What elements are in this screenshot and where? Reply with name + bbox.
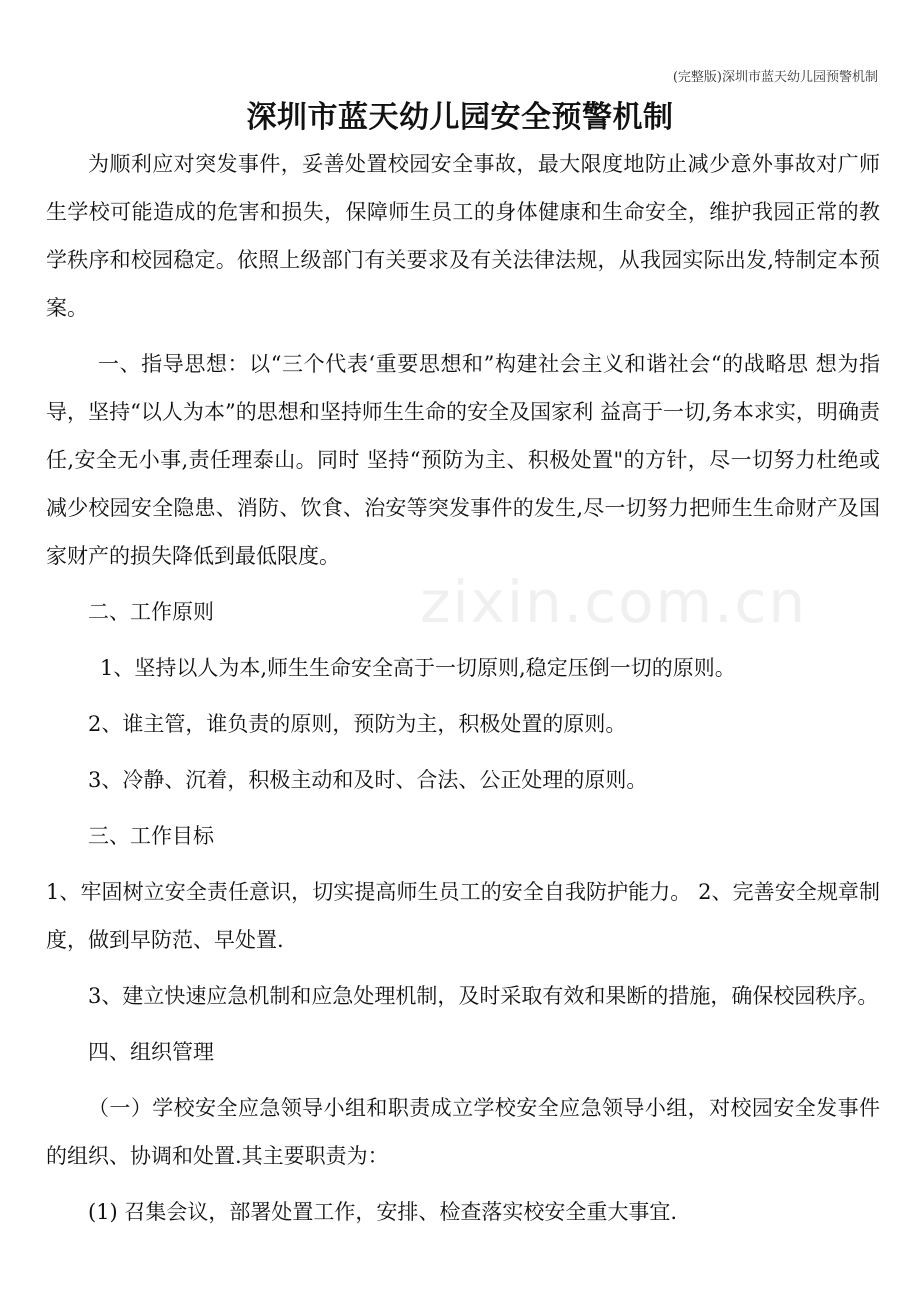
organization-paragraph-1: （一）学校安全应急领导小组和职责成立学校安全应急领导小组，对校园安全发事件的组织、协调和处置.其主要职责为： (46, 1096, 880, 1168)
watermark: zixin.com.cn (420, 568, 808, 636)
goal-items-1-2: 1、牢固树立安全责任意识，切实提高师生员工的安全自我防护能力。 2、完善安全规章制度，做到早防范、早处置. (46, 880, 880, 952)
document-title: 深圳市蓝天幼儿园安全预警机制 (246, 100, 674, 135)
document-body (46, 140, 880, 1236)
section-heading-principles: 二、工作原则 (88, 600, 214, 624)
section-heading-goals: 三、工作目标 (88, 824, 214, 848)
intro-paragraph: 为顺利应对突发事件，妥善处置校园安全事故，最大限度地防止减少意外事故对广师生学校可能造成的危害和损失，保障师生员工的身体健康和生命安全，维护我园正常的教学秩序和校园稳定。依照上级部门有关要求及有关法律法规，从我园实际出发,特制定本预案。 (46, 152, 880, 320)
principle-item-1: 1、坚持以人为本,师生生命安全高于一切原则,稳定压倒一切的原则。 (100, 656, 736, 680)
running-header: (完整版)深圳市蓝天幼儿园预警机制 (672, 70, 878, 85)
principle-item-3: 3、冷静、沉着，积极主动和及时、合法、公正处理的原则。 (88, 768, 648, 792)
guiding-ideology-paragraph: 一、指导思想：以“三个代表‘重要思想和”构建社会主义和谐社会“的战略思 想为指导，坚持“以人为本”的思想和坚持师生生命的安全及国家利 益高于一切,务本求实，明确责任,安全无小事,责任理泰山。同时 坚持“预防为主、积极处置"的方针，尽一切努力杜绝或减少校园安全隐患、消防、饮食、治安等突发事件的发生,尽一切努力把师生生命财产及国家财产的损失降低到最低限度。 (46, 352, 880, 568)
principle-item-2: 2、谁主管，谁负责的原则，预防为主，积极处置的原则。 (88, 712, 627, 736)
section-heading-organization: 四、组织管理 (88, 1040, 214, 1064)
goal-item-3: 3、建立快速应急机制和应急处理机制，及时采取有效和果断的措施，确保校园秩序。 (88, 984, 879, 1008)
organization-item-1: (1) 召集会议，部署处置工作，安排、检查落实校安全重大事宜. (88, 1200, 678, 1224)
